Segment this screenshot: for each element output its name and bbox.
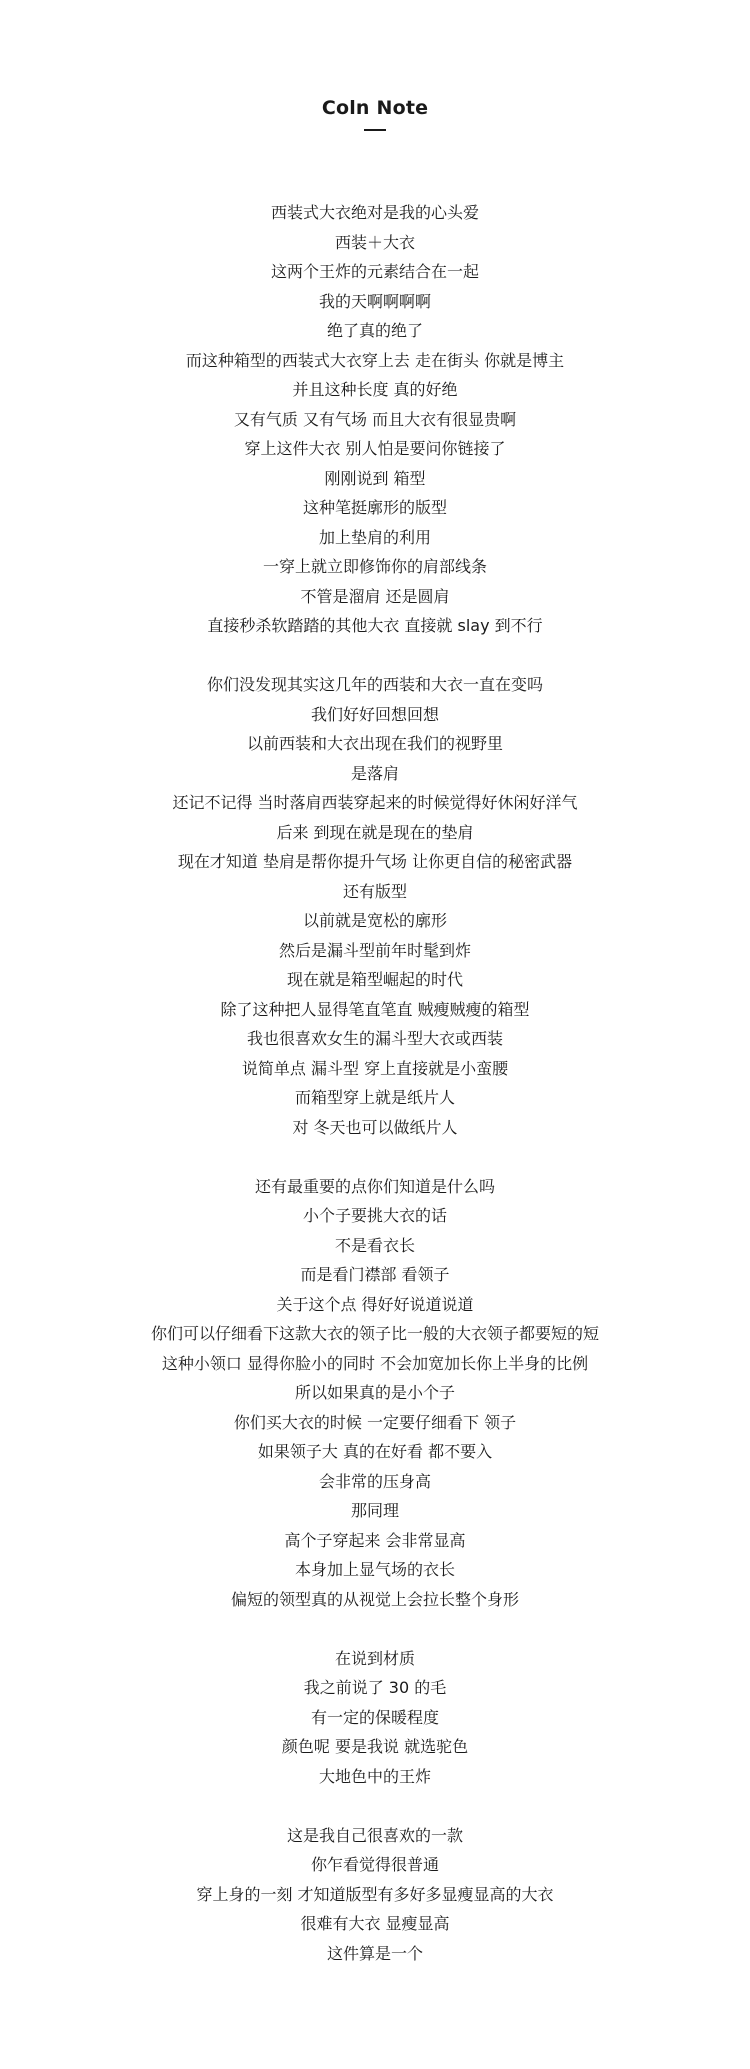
text-line: 又有气质 又有气场 而且大衣有很显贵啊 (233, 409, 517, 429)
text-line: 那同理 (350, 1501, 399, 1520)
text-line: 现在才知道 垫肩是帮你提升气场 让你更自信的秘密武器 (177, 852, 573, 871)
text-line: 你们没发现其实这几年的西装和大衣一直在变吗 (206, 675, 543, 694)
text-line: 后来 到现在就是现在的垫肩 (276, 822, 474, 842)
text-line: 是落肩 (350, 763, 399, 783)
text-line: 我之前说了 30 的毛 (303, 1678, 447, 1697)
text-line: 还记不记得 当时落肩西装穿起来的时候觉得好休闲好洋气 (172, 793, 578, 812)
text-line: 很难有大衣 显瘦显高 (300, 1914, 450, 1933)
text-line: 而这种箱型的西装式大衣穿上去 走在街头 你就是博主 (185, 350, 565, 370)
text-line: 而箱型穿上就是纸片人 (294, 1088, 455, 1107)
text-line: 现在就是箱型崛起的时代 (286, 970, 463, 989)
text-line: 颜色呢 要是我说 就选驼色 (281, 1737, 469, 1756)
text-line: 以前西装和大衣出现在我们的视野里 (246, 734, 503, 753)
text-line: 西装＋大衣 (334, 232, 415, 252)
text-line: 大地色中的王炸 (318, 1766, 431, 1786)
text-line: 这两个王炸的元素结合在一起 (270, 262, 479, 281)
text-line: 一穿上就立即修饰你的肩部线条 (262, 557, 487, 576)
text-line: 而是看门襟部 看领子 (300, 1265, 450, 1284)
text-line: 除了这种把人显得笔直笔直 贼瘦贼瘦的箱型 (220, 999, 530, 1019)
text-line: 偏短的领型真的从视觉上会拉长整个身形 (230, 1589, 519, 1609)
text-line: 还有版型 (342, 881, 407, 901)
text-line: 本身加上显气场的衣长 (294, 1560, 455, 1579)
text-line: 你们可以仔细看下这款大衣的领子比一般的大衣领子都要短的短 (150, 1324, 599, 1343)
paragraph-3 (0, 1172, 750, 1615)
text-line: 并且这种长度 真的好绝 (292, 380, 458, 399)
text-line: 说简单点 漏斗型 穿上直接就是小蛮腰 (241, 1058, 509, 1078)
text-line: 不是看衣长 (334, 1235, 415, 1255)
text-line: 高个子穿起来 会非常显高 (284, 1530, 466, 1550)
text-line: 我的天啊啊啊啊 (318, 291, 431, 311)
article-body (0, 198, 750, 1998)
paragraph-4 (0, 1644, 750, 1792)
text-line: 西装式大衣绝对是我的心头爱 (270, 203, 479, 222)
text-line: 对 冬天也可以做纸片人 (292, 1117, 458, 1137)
text-line: 小个子要挑大衣的话 (302, 1206, 447, 1225)
text-line: 然后是漏斗型前年时髦到炸 (278, 940, 471, 960)
text-line: 关于这个点 得好好说道说道 (276, 1294, 474, 1314)
text-line: 这种笔挺廓形的版型 (302, 498, 447, 517)
page-title: Coln Note (321, 97, 429, 119)
note-header (0, 95, 750, 131)
text-line: 在说到材质 (334, 1648, 415, 1668)
paragraph-5 (0, 1821, 750, 1969)
text-line: 会非常的压身高 (318, 1471, 431, 1491)
text-line: 这是我自己很喜欢的一款 (286, 1825, 463, 1845)
text-line: 你乍看觉得很普通 (310, 1855, 439, 1874)
title-underline (364, 129, 386, 131)
text-line: 这种小领口 显得你脸小的同时 不会加宽加长你上半身的比例 (161, 1353, 589, 1373)
text-line: 所以如果真的是小个子 (294, 1383, 455, 1402)
text-line: 还有最重要的点你们知道是什么吗 (254, 1176, 495, 1196)
text-line: 如果领子大 真的在好看 都不要入 (257, 1442, 493, 1461)
text-line: 我也很喜欢女生的漏斗型大衣或西装 (246, 1029, 503, 1048)
text-line: 我们好好回想回想 (310, 704, 439, 724)
text-line: 刚刚说到 箱型 (324, 468, 426, 488)
text-line: 绝了真的绝了 (326, 321, 423, 340)
text-line: 穿上身的一刻 才知道版型有多好多显瘦显高的大衣 (196, 1884, 554, 1904)
text-line: 加上垫肩的利用 (318, 527, 431, 547)
text-line: 直接秒杀软踏踏的其他大衣 直接就 slay 到不行 (207, 616, 543, 635)
paragraph-1 (0, 198, 750, 641)
text-line: 你们买大衣的时候 一定要仔细看下 领子 (233, 1412, 517, 1432)
text-line: 不管是溜肩 还是圆肩 (300, 586, 450, 606)
paragraph-2 (0, 670, 750, 1142)
text-line: 穿上这件大衣 别人怕是要问你链接了 (244, 439, 506, 458)
text-line: 这件算是一个 (326, 1943, 423, 1963)
text-line: 有一定的保暖程度 (310, 1707, 439, 1727)
text-line: 以前就是宽松的廓形 (302, 911, 447, 930)
